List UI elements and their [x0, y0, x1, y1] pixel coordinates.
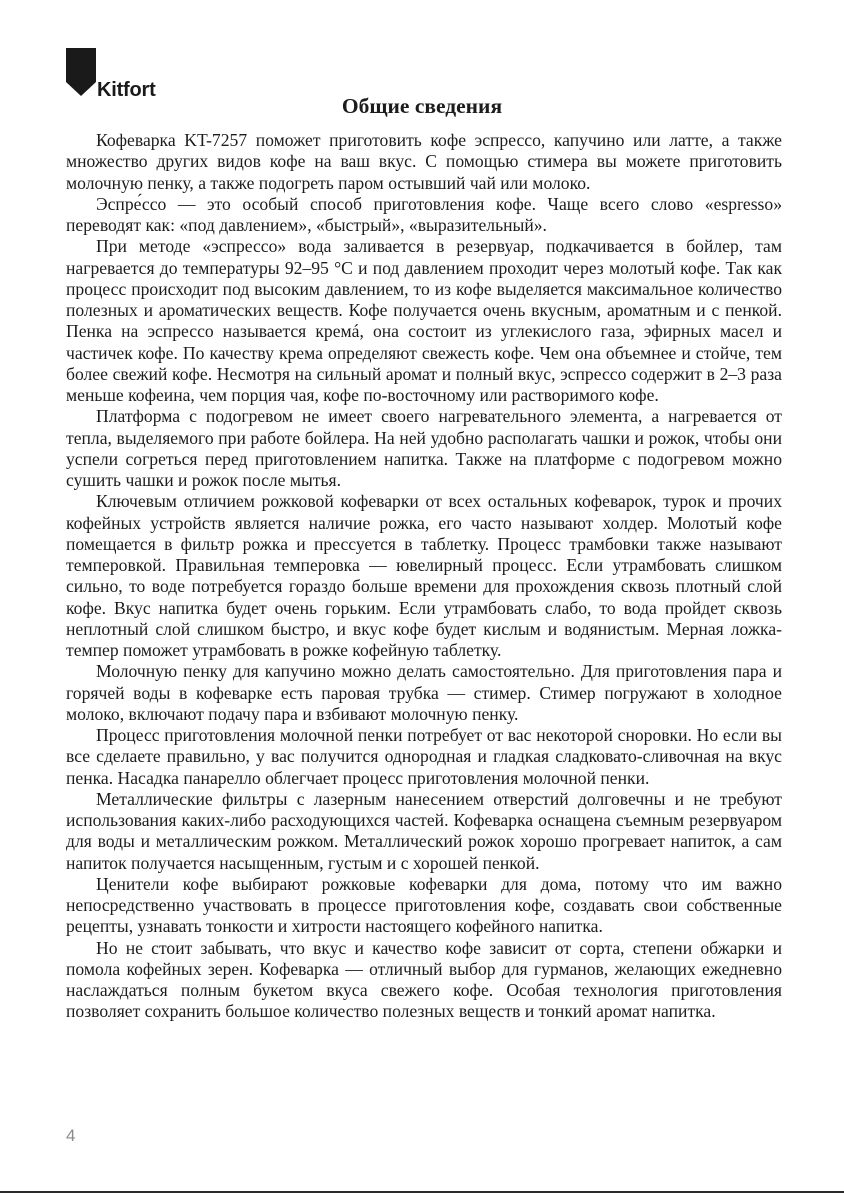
paragraph: Кофеварка KT-7257 поможет приготовить кофе эспрессо, капучино или латте, а также множество других видов кофе на ваш вкус. С помощью стимера вы можете приготовить молочную пенку, а также подогреть паром остывший чай или молоко. [66, 130, 782, 193]
paragraph: Металлические фильтры с лазерным нанесением отверстий долговечны и не требуют использования каких-либо расходующихся частей. Кофеварка оснащена съемным резервуаром для воды и металлическим рожком. Металлический рожок хорошо прогревает напиток, а сам напиток получается насыщенным, густым и с хорошей пенкой. [66, 788, 782, 873]
paragraph: Ключевым отличием рожковой кофеварки от всех остальных кофеварок, турок и прочих кофейных устройств является наличие рожка, его часто называют холдер. Молотый кофе помещается в фильтр рожка и прессуется в таблетку. Процесс трамбовки также называют темперовкой. Правильная темперовка — ювелирный процесс. Если утрамбовать слишком сильно, то воде потребуется гораздо больше времени для прохождения сквозь плотный слой кофе. Вкус напитка будет очень горьким. Если утрамбовать слабо, то вода пройдет сквозь неплотный слой слишком быстро, и вкус кофе будет кислым и водянистым. Мерная ложка-темпер поможет утрамбовать в рожке кофейную таблетку. [66, 491, 782, 660]
paragraph: Эспре́ссо — это особый способ приготовления кофе. Чаще всего слово «espresso» переводят как: «под давлением», «быстрый», «выразительный». [66, 193, 782, 235]
paragraph: Процесс приготовления молочной пенки потребует от вас некоторой сноровки. Но если вы все сделаете правильно, у вас получится однородная и гладкая сладковато-сливочная на вкус пенка. Насадка панарелло облегчает процесс приготовления молочной пенки. [66, 725, 782, 788]
brand-logo [66, 48, 156, 101]
kitfort-logo-icon [66, 48, 96, 98]
paragraph: Ценители кофе выбирают рожковые кофеварки для дома, потому что им важно непосредственно участвовать в процессе приготовления кофе, создавать свои собственные рецепты, узнавать тонкости и хитрости настоящего кофейного напитка. [66, 873, 782, 937]
document-body [66, 130, 782, 1023]
page-number: 4 [66, 1126, 76, 1145]
paragraph: Но не стоит забывать, что вкус и качество кофе зависит от сорта, степени обжарки и помола кофейных зерен. Кофеварка — отличный выбор для гурманов, желающих ежедневно наслаждаться полным букетом вкуса свежего кофе. Особая технология приготовления позволяет сохранить большое количество полезных веществ и тонкий аромат напитка. [66, 937, 782, 1022]
paragraph: Платформа с подогревом не имеет своего нагревательного элемента, а нагревается от тепла, выделяемого при работе бойлера. На ней удобно располагать чашки и рожок, чтобы они успели согреться перед приготовлением напитка. Также на платформе с подогревом можно сушить чашки и рожок после мытья. [66, 406, 782, 490]
paragraph: Молочную пенку для капучино можно делать самостоятельно. Для приготовления пара и горячей воды в кофеварке есть паровая трубка — стимер. Стимер погружают в холодное молоко, включают подачу пара и взбивают молочную пенку. [66, 661, 782, 724]
brand-name: Kitfort [97, 79, 156, 101]
paragraph: При методе «эспрессо» вода заливается в резервуар, подкачивается в бойлер, там нагревается до температуры 92–95 °C и под давлением проходит через молотый кофе. Так как процесс происходит под высоким давлением, то из кофе выделяется максимальное количество полезных и ароматических веществ. Кофе получается очень вкусным, ароматным и с пенкой. Пенка на эспрессо называется кремá, она состоит из углекислого газа, эфирных масел и частичек кофе. По качеству крема определяют свежесть кофе. Чем она объемнее и стойче, тем более свежий кофе. Несмотря на сильный аромат и полный вкус, эспрессо содержит в 2–3 раза меньше кофеина, чем порция чая, кофе по-восточному или растворимого кофе. [66, 236, 782, 405]
page-title: Общие сведения [341, 94, 503, 118]
